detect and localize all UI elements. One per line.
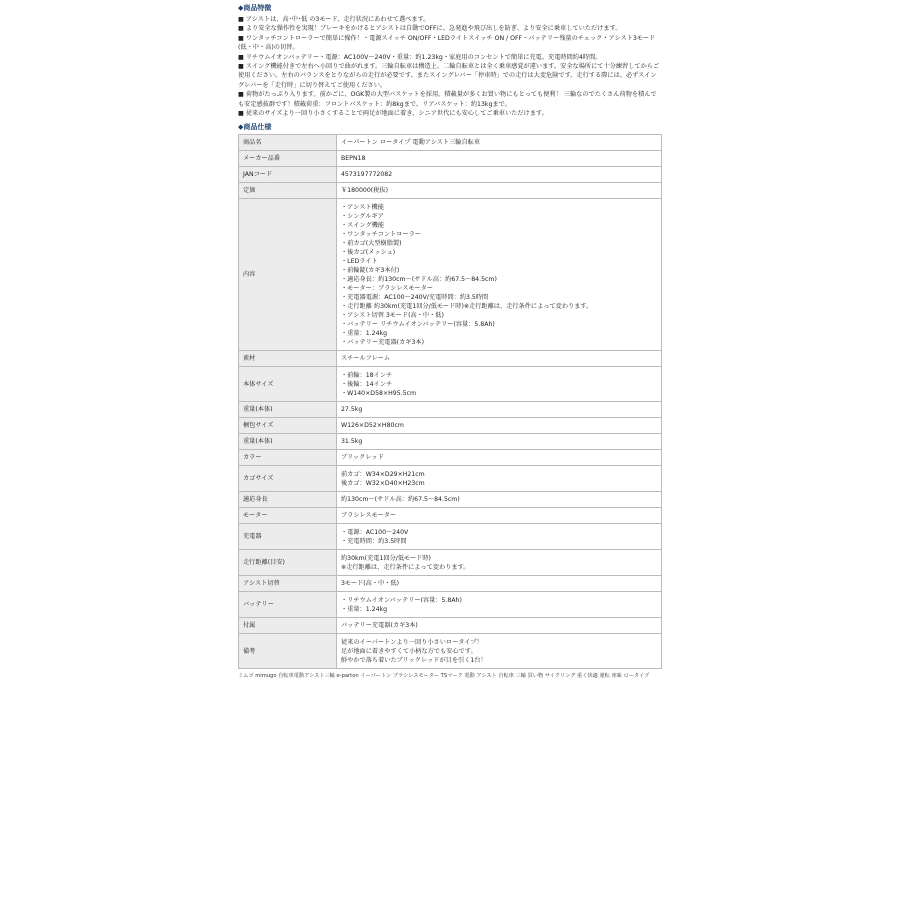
spec-value-line: ・スイング機能 [341,221,385,229]
spec-value-line: ・充電時間：約3.5時間 [341,537,407,545]
spec-value-line: ・アシスト機能 [341,203,384,211]
spec-value [337,351,662,367]
feature-item: ■ 従来のサイズより一回り小さくすることで両足が地面に着き、シニア世代にも安心してご乗車いただけます。 [238,110,548,118]
spec-value-line: ・後カゴ(メッシュ) [341,248,396,256]
spec-row [239,634,662,669]
spec-row [239,466,662,492]
spec-row [239,550,662,576]
spec-label: 定価 [239,183,337,199]
spec-label: 素材 [239,351,337,367]
spec-value [337,508,662,524]
spec-row [239,183,662,199]
features-list [238,15,662,118]
spec-row [239,576,662,592]
spec-row [239,524,662,550]
spec-label: 梱包サイズ [239,418,337,434]
spec-value-line: 約130cm～(サドル高：約67.5～84.5cm) [341,496,460,504]
spec-value-line: ・バッテリー充電器(カギ3本) [341,338,425,346]
spec-value-line: ・前カゴ(大型樹脂製) [341,239,402,247]
spec-value-line: BEPN18 [341,155,366,163]
spec-row [239,418,662,434]
spec-row [239,450,662,466]
spec-value [337,466,662,492]
spec-value-line: 鮮やかで落ち着いたブリックレッドが目を引く1台！ [341,656,487,664]
spec-value [337,167,662,183]
spec-value [337,550,662,576]
spec-value-line: ・充電器電源：AC100～240V/充電時間：約3.5時間 [341,293,489,301]
spec-row [239,492,662,508]
spec-label: モーター [239,508,337,524]
spec-value-line: ※走行距離は、走行条件によって変わります。 [341,563,470,571]
spec-label: 適応身長 [239,492,337,508]
product-page [238,0,662,680]
spec-value-line: 従来のイーパートンより一回り小さいロータイプ！ [341,638,483,646]
spec-value-line: 27.5kg [341,406,363,414]
feature-item: ■ アシストは、高･中･低 の3モード、走行状況にあわせて選べます。 [238,16,430,23]
features-title: ◆商品特徴 [238,4,272,12]
spec-label: アシスト切替 [239,576,337,592]
spec-value [337,618,662,634]
spec-value-line: ・バッテリー リチウムイオンバッテリー(容量：5.8Ah) [341,320,495,328]
spec-value [337,450,662,466]
spec-label: 重量(本体) [239,434,337,450]
spec-row [239,151,662,167]
spec-value [337,418,662,434]
spec-value-line: ・後輪：14インチ [341,380,393,388]
spec-row [239,367,662,402]
spec-value-line: 31.5kg [341,438,363,446]
spec-value-line: ブラシレスモーター [341,512,397,520]
spec-row [239,508,662,524]
spec-value-line: ・重量：1.24kg [341,329,388,337]
spec-row [239,402,662,418]
spec-value-line: ・モーター：ブラシレスモーター [341,284,433,292]
spec-value-line: ・前輪：18インチ [341,371,393,379]
spec-label: 本体サイズ [239,367,337,402]
spec-value-line: 足が地面に着きやすくて小柄な方でも安心です。 [341,647,477,655]
spec-label: メーカー品番 [239,151,337,167]
spec-value-line: ・走行距離 約30km(充電1回分/低モード時)※走行距離は、走行条件によって変わります。 [341,302,593,310]
spec-value-line: 4573197772082 [341,171,393,179]
spec-value [337,402,662,418]
feature-item: ■ リチウムイオンバッテリー・電源：AC100V～240V・重量：約1.23kg・家庭用のコンセントで簡単に充電。充電時間約4時間。 [238,53,602,61]
feature-item: ■ より安全な操作性を実現！ブレーキをかけるとアシストは自動でOFFに。急発進や飛び出しを防ぎ、より安全に乗車していただけます。 [238,25,622,33]
feature-item: ■ ワンタッチコントローラーで簡単に操作！・電源スイッチ ON/OFF・LEDライトスイッチ ON / OFF・バッテリー残量のチェック・アシスト3モード(低・中・高)の切替。 [238,34,656,52]
spec-row [239,592,662,618]
spec-value-line: スチールフレーム [341,355,391,363]
spec-row [239,434,662,450]
spec-value [337,634,662,669]
spec-label: 商品名 [239,135,337,151]
spec-label: 走行距離(目安) [239,550,337,576]
spec-label: 備考 [239,634,337,669]
specs-title: ◆商品仕様 [238,123,272,132]
spec-label: カラー [239,450,337,466]
spec-row [239,618,662,634]
spec-row [239,135,662,151]
spec-label: 重量(本体) [239,402,337,418]
specs-table [238,134,662,669]
spec-value [337,492,662,508]
spec-value-line: ・LEDライト [341,257,378,265]
spec-value [337,524,662,550]
spec-value-line: 後カゴ：W32×D40×H23cm [341,479,425,487]
spec-label: 内容 [239,199,337,351]
spec-label: JANコード [239,167,337,183]
spec-value [337,199,662,351]
spec-value [337,576,662,592]
spec-value-line: ・アシスト切替 3モード(高・中・低) [341,311,444,319]
spec-value-line: ・重量：1.24kg [341,605,388,613]
spec-value-line: ブリックレッド [341,454,384,462]
spec-value-line: ・W140×D58×H95.5cm [341,389,416,397]
keywords-text: ミムゴ mimugo 自転車電動アシスト三輪 e-parton イーパートン ブラシレスモーター TSマーク 電動 アシスト 自転車 三輪 買い物 サイクリング 重く快適 運転 座味 ロータイプ [238,673,650,680]
spec-label: 付属 [239,618,337,634]
spec-value-line: ￥180000(税抜) [341,187,389,195]
feature-item: ■ スイング機能付きで左右へ小回りで曲がれます。三輪自転車は構造上、二輪自転車とは全く乗車感覚が違います。安全な場所にて十分練習してからご使用ください。左右のバランスをとりながらの走行が必要です。またスイングレバー「停車時」での走行は大変危険です。走行する際には、必ずスイングレバーを「走行時」に切り替えてご使用ください。 [238,63,660,89]
spec-value-line: W126×D52×H80cm [341,422,404,430]
spec-value-line: 約30km(充電1回分/低モード時) [341,554,431,562]
spec-label: 充電器 [239,524,337,550]
spec-value-line: ・リチウムイオンバッテリー(容量：5.8Ah) [341,596,462,604]
spec-value-line: 前カゴ：W34×D29×H21cm [341,470,425,478]
spec-row [239,199,662,351]
spec-value-line: ・電源：AC100～240V [341,528,409,536]
spec-value-line: バッテリー充電器(カギ3本) [341,622,418,630]
spec-value [337,135,662,151]
spec-value-line: イーパートン ロータイプ 電動アシスト三輪自転車 [341,139,481,147]
spec-value-line: 3モード(高・中・低) [341,580,400,588]
spec-row [239,351,662,367]
spec-value-line: ・ワンタッチコントローラー [341,230,421,238]
feature-item: ■ 荷物がたっぷり入ります。前かごに、OGK製の大型バスケットを採用。積載量が多くお買い物にもとっても便利！ 三輪なのでたくさん荷物を積んでも安定感抜群です！積載荷重：フロントバスケット：約8kgまで。リアバスケット：約13kgまで。 [238,91,657,108]
spec-value [337,434,662,450]
spec-label: カゴサイズ [239,466,337,492]
spec-value [337,592,662,618]
spec-value-line: ・前輪錠(カギ3本付) [341,266,400,274]
spec-value [337,367,662,402]
spec-value-line: ・シングルギア [341,212,384,220]
spec-row [239,167,662,183]
spec-value [337,151,662,167]
spec-value [337,183,662,199]
spec-value-line: ・適応身長：約130cm～(サドル高：約67.5～84.5cm) [341,275,497,283]
spec-label: バッテリー [239,592,337,618]
